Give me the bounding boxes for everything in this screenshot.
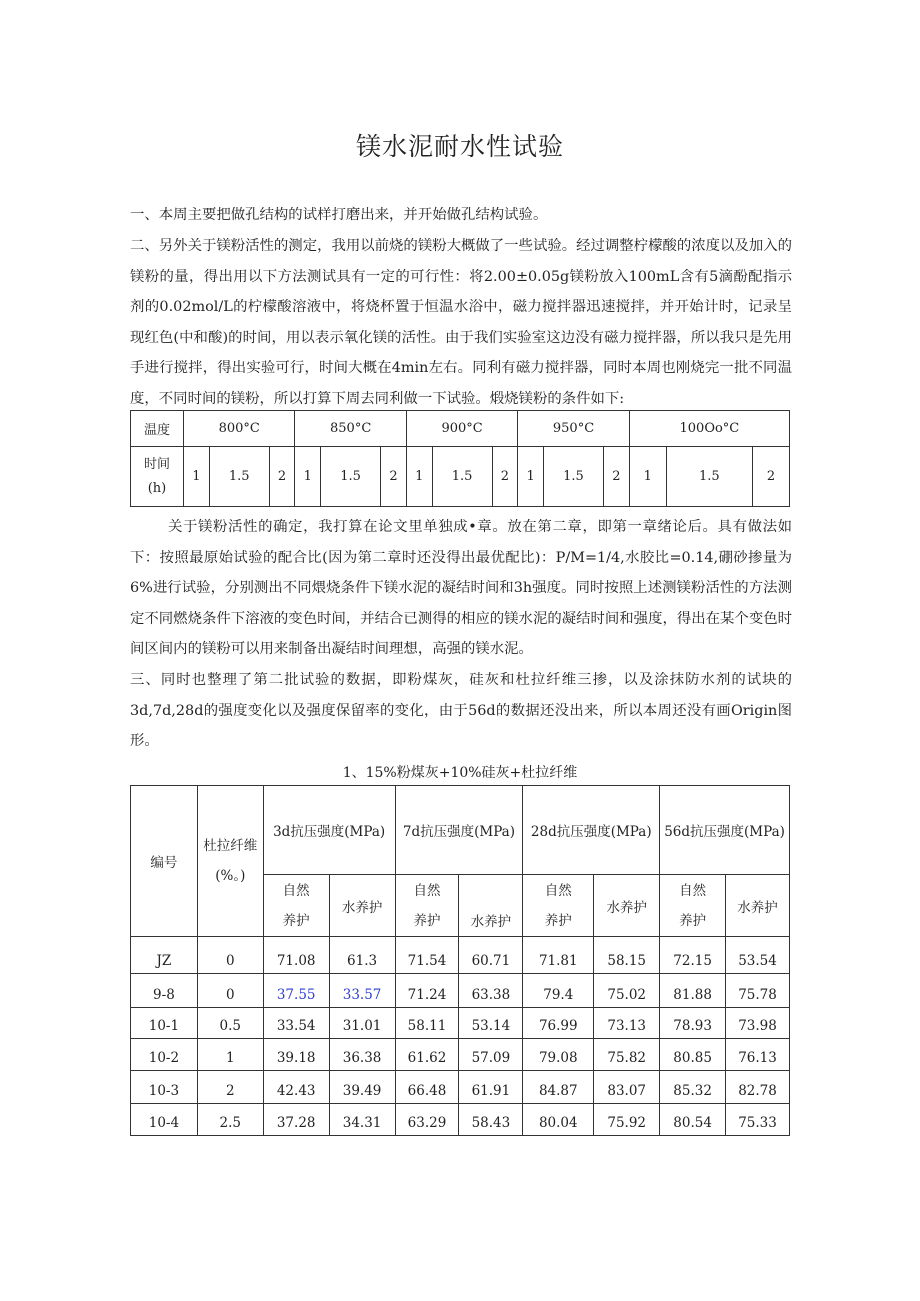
cell-value: 71.81	[523, 937, 594, 974]
cell-value: 75.82	[594, 1039, 660, 1071]
cell-value: 81.88	[660, 974, 726, 1008]
table-row	[131, 974, 790, 1008]
time-cell: 1	[184, 447, 210, 507]
natural-curing-header	[263, 875, 329, 937]
cell-value: 82.78	[726, 1071, 790, 1104]
age-header: 56d抗压强度(MPa)	[660, 786, 790, 875]
natural-label: 自然	[544, 882, 572, 899]
temp-cell: 800°C	[184, 411, 295, 447]
fiber-label: 杜拉纤维	[203, 838, 258, 854]
cell-fiber: 0.5	[197, 1008, 263, 1039]
cell-value: 53.54	[726, 937, 790, 974]
cell-value: 42.43	[263, 1071, 329, 1104]
temp-cell: 950°C	[518, 411, 629, 447]
natural-label: 自然	[679, 882, 707, 899]
cell-value: 79.4	[523, 974, 594, 1008]
cell-value: 80.85	[660, 1039, 726, 1071]
cell-id: 10-1	[131, 1008, 198, 1039]
cell-value: 72.15	[660, 937, 726, 974]
cell-value: 79.08	[523, 1039, 594, 1071]
cell-value: 76.99	[523, 1008, 594, 1039]
natural-label: 养护	[679, 912, 707, 929]
cell-value: 84.87	[523, 1071, 594, 1104]
cell-value: 75.92	[594, 1104, 660, 1136]
paragraph-magnesia-activity: 二、另外关于镁粉活性的测定，我用以前烧的镁粉大概做了一些试验。经过调整柠檬酸的浓度以及加入的镁粉的量，得出用以下方法测试具有一定的可行性：将2.00±0.05g镁粉放入100mL含有5滴酚配指示剂的0.02mol/L的柠檬酸溶液中，将烧杯置于恒温水浴中，磁力搅拌器迅速搅拌，并开始计时，记录呈现红色(中和酸)的时间，用以表示氧化镁的活性。由于我们实验室这边没有磁力搅拌器，所以我只是先用手进行搅拌，得出实验可行，时间大概在4min左右。同利有磁力搅拌器，同时本周也刚烧完一批不同温度，不同时间的镁粉，所以打算下周去同利做一下试验。煅烧镁粉的条件如下:	[130, 238, 792, 407]
cell-value: 60.71	[459, 937, 523, 974]
cell-fiber: 0	[197, 937, 263, 974]
cell-value: 61.62	[395, 1039, 459, 1071]
cell-fiber: 2	[197, 1071, 263, 1104]
cell-id: 9-8	[131, 974, 198, 1008]
temp-header: 温度	[131, 411, 184, 447]
fiber-header	[197, 786, 263, 937]
time-cell: 1.5	[209, 447, 269, 507]
natural-label: 自然	[282, 882, 310, 899]
cell-value: 39.18	[263, 1039, 329, 1071]
time-cell: 1.5	[543, 447, 603, 507]
paragraph-thesis-plan: 关于镁粉活性的确定，我打算在论文里单独成•章。放在第二章，即第一章绪论后。具有做法如下：按照最原始试验的配合比(因为第二章时还没得出最优配比)：P/M=1/4,水胶比=0.14,硼砂掺量为6%进行试验，分别测出不同煨烧条件下镁水泥的凝结时间和3h强度。同时按照上述测镁粉活性的方法测定不同燃烧条件下溶液的变色时间，并结合已测得的相应的镁水泥的凝结时间和强度，得出在某个变色时间区间内的镁粉可以用来制备出凝结时间理想，高强的镁水泥。	[130, 519, 792, 657]
cell-fiber: 2.5	[197, 1104, 263, 1136]
paragraph-pore-structure: 一、本周主要把做孔结构的试样打磨出来，并开始做孔结构试验。	[130, 207, 548, 223]
water-curing-header: 水养护	[726, 875, 790, 937]
cell-value: 37.55	[263, 974, 329, 1008]
cell-value: 78.93	[660, 1008, 726, 1039]
time-unit: (h)	[147, 480, 167, 496]
cell-value: 36.38	[329, 1039, 395, 1071]
cell-value: 66.48	[395, 1071, 459, 1104]
water-curing-header: 水养护	[459, 875, 523, 937]
time-cell: 1.5	[321, 447, 381, 507]
cell-value: 58.43	[459, 1104, 523, 1136]
cell-fiber: 1	[197, 1039, 263, 1071]
cell-value: 53.14	[459, 1008, 523, 1039]
table-row	[131, 1071, 790, 1104]
cell-value: 83.07	[594, 1071, 660, 1104]
age-header: 28d抗压强度(MPa)	[523, 786, 660, 875]
cell-value: 80.54	[660, 1104, 726, 1136]
natural-label: 养护	[544, 912, 572, 929]
cell-value: 57.09	[459, 1039, 523, 1071]
temp-cell: 900°C	[406, 411, 517, 447]
cell-value: 71.54	[395, 937, 459, 974]
cell-value: 63.29	[395, 1104, 459, 1136]
time-cell: 1	[295, 447, 321, 507]
cell-value: 75.02	[594, 974, 660, 1008]
cell-value: 39.49	[329, 1071, 395, 1104]
fiber-unit: (%。)	[215, 868, 246, 884]
cell-value: 58.11	[395, 1008, 459, 1039]
age-header: 3d抗压强度(MPa)	[263, 786, 395, 875]
natural-curing-header	[660, 875, 726, 937]
cell-value: 61.3	[329, 937, 395, 974]
time-cell: 1.5	[432, 447, 492, 507]
cell-value: 61.91	[459, 1071, 523, 1104]
cell-value: 73.98	[726, 1008, 790, 1039]
time-label: 时间	[143, 456, 170, 472]
cell-value: 85.32	[660, 1071, 726, 1104]
cell-value: 33.57	[329, 974, 395, 1008]
natural-label: 养护	[413, 912, 441, 929]
table-row	[131, 1008, 790, 1039]
time-cell: 2	[604, 447, 630, 507]
time-cell: 1.5	[666, 447, 752, 507]
id-header: 编号	[131, 786, 198, 937]
time-cell: 1	[518, 447, 544, 507]
cell-value: 71.08	[263, 937, 329, 974]
natural-label: 养护	[282, 912, 310, 929]
table-caption: 1、15%粉煤灰+10%硅灰+杜拉纤维	[342, 765, 578, 781]
cell-value: 71.24	[395, 974, 459, 1008]
cell-value: 34.31	[329, 1104, 395, 1136]
natural-curing-header	[395, 875, 459, 937]
time-cell: 2	[752, 447, 789, 507]
cell-id: 10-3	[131, 1071, 198, 1104]
calcination-conditions-table	[130, 410, 790, 507]
cell-value: 63.38	[459, 974, 523, 1008]
cell-id: JZ	[131, 937, 198, 974]
time-cell: 1	[629, 447, 666, 507]
cell-fiber: 0	[197, 974, 263, 1008]
time-cell: 2	[269, 447, 295, 507]
cell-value: 31.01	[329, 1008, 395, 1039]
strength-table	[130, 785, 790, 1136]
cell-value: 58.15	[594, 937, 660, 974]
natural-label: 自然	[413, 882, 441, 899]
cell-value: 33.54	[263, 1008, 329, 1039]
cell-value: 75.33	[726, 1104, 790, 1136]
cell-value: 37.28	[263, 1104, 329, 1136]
cell-value: 73.13	[594, 1008, 660, 1039]
cell-id: 10-2	[131, 1039, 198, 1071]
page-title: 镁水泥耐水性试验	[355, 132, 564, 161]
table-row	[131, 1104, 790, 1136]
temp-cell: 100Oo°C	[629, 411, 789, 447]
temp-cell: 850°C	[295, 411, 406, 447]
time-cell: 2	[492, 447, 518, 507]
age-header: 7d抗压强度(MPa)	[395, 786, 523, 875]
cell-id: 10-4	[131, 1104, 198, 1136]
time-cell: 2	[381, 447, 407, 507]
table-row	[131, 937, 790, 974]
time-cell: 1	[406, 447, 432, 507]
cell-value: 76.13	[726, 1039, 790, 1071]
time-header	[131, 447, 184, 507]
cell-value: 80.04	[523, 1104, 594, 1136]
paragraph-second-batch: 三、同时也整理了第二批试验的数据，即粉煤灰，硅灰和杜拉纤维三掺，以及涂抹防水剂的试块的3d,7d,28d的强度变化以及强度保留率的变化，由于56d的数据还没出来，所以本周还没有画Origin图形。	[130, 672, 792, 749]
natural-curing-header	[523, 875, 594, 937]
table-row	[131, 1039, 790, 1071]
cell-value: 75.78	[726, 974, 790, 1008]
water-curing-header: 水养护	[329, 875, 395, 937]
water-curing-header: 水养护	[594, 875, 660, 937]
